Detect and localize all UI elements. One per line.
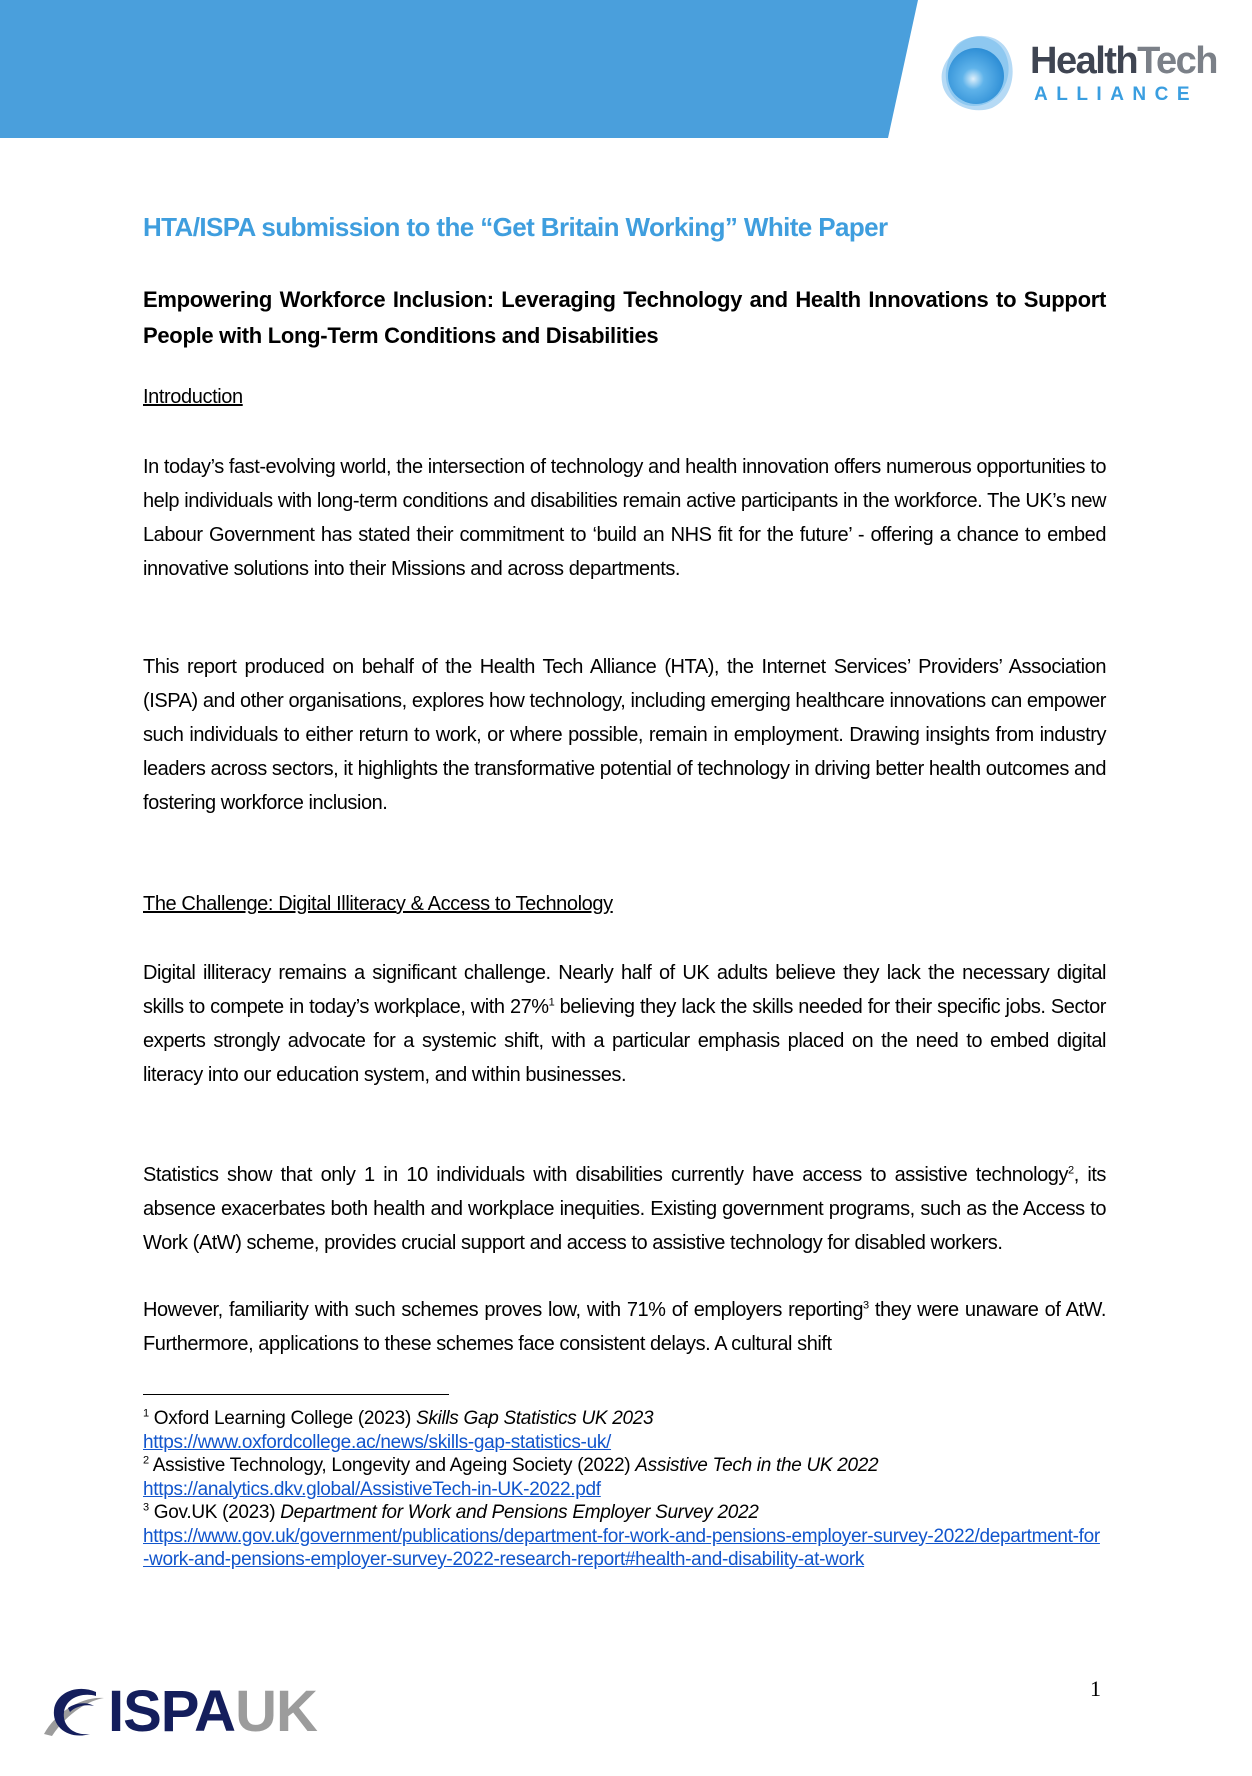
footnote-ref-1[interactable]: 1 bbox=[548, 996, 555, 1009]
ispa-uk-logo bbox=[38, 1679, 398, 1744]
uk-word: UK bbox=[235, 1679, 317, 1744]
paragraph-text: Digital illiteracy remains a significant challenge. Nearly half of UK adults believe they lack the necessary digital skills to compete in today’s workplace, with 27% bbox=[143, 962, 1106, 1018]
paragraph-text: they were unaware of AtW. Furthermore, applications to these schemes face consistent delays. A cultural shift bbox=[143, 1299, 1106, 1355]
document-subtitle: Empowering Workforce Inclusion: Leveraging Technology and Health Innovations to Support People with Long-Term Conditions and Disabilities bbox=[143, 287, 1106, 348]
footnote-2 bbox=[143, 1454, 1103, 1478]
hta-orb-icon bbox=[938, 28, 1018, 112]
footnote-title: Skills Gap Statistics UK 2023 bbox=[415, 1408, 654, 1429]
footnote-ref-3[interactable]: 3 bbox=[863, 1299, 869, 1312]
paragraph-text: , its absence exacerbates both health and workplace inequities. Existing government programs, such as the Access to Work (AtW) scheme, provides crucial support and access to assistive technology for disabled workers. bbox=[143, 1164, 1106, 1254]
footnote-title: Department for Work and Pensions Employer Survey 2022 bbox=[280, 1502, 759, 1523]
footnote-separator bbox=[143, 1394, 449, 1395]
footnote-number: 1 bbox=[143, 1407, 149, 1420]
hta-word-tech: Tech bbox=[1137, 40, 1218, 82]
paragraph-text: However, familiarity with such schemes proves low, with 71% of employers reporting bbox=[143, 1299, 864, 1321]
paragraph-text: believing they lack the skills needed for their specific jobs. Sector experts strongly advocate for a systemic shift, with a particular emphasis placed on the need to embed digital literacy into our education system, and within businesses. bbox=[143, 996, 1107, 1086]
footnote-3-link[interactable]: https://www.gov.uk/government/publications/department-for-work-and-pensions-employer-survey-2022/department-for-work-and-pensions-employer-survey-2022-research-report#health-and-disability-at-work bbox=[143, 1525, 1100, 1570]
hta-word-alliance: ALLIANCE bbox=[1034, 84, 1199, 105]
footnote-number: 2 bbox=[143, 1454, 149, 1467]
hta-word-health: Health bbox=[1030, 40, 1138, 82]
footnote-3 bbox=[143, 1501, 1103, 1525]
paragraph-intro-2: This report produced on behalf of the Health Tech Alliance (HTA), the Internet Services’ Providers’ Association (ISPA) and other organisations, explores how technology, including emerging healthcare innovations can empower such individuals to either return to work, or where possible, remain in employment. Drawing insights from industry leaders across sectors, it highlights the transformative potential of technology in driving better health outcomes and fostering workforce inclusion. bbox=[143, 656, 1107, 814]
footnote-title: Assistive Tech in the UK 2022 bbox=[635, 1455, 879, 1476]
section-heading-challenge: The Challenge: Digital Illiteracy & Access to Technology bbox=[143, 893, 613, 915]
footnote-source: Oxford Learning College (2023) bbox=[148, 1408, 416, 1429]
footnote-number: 3 bbox=[143, 1501, 149, 1514]
paragraph-challenge-3 bbox=[143, 1293, 1106, 1361]
page-number: 1 bbox=[1090, 1676, 1101, 1701]
footnote-1 bbox=[143, 1407, 1103, 1431]
footnotes bbox=[143, 1407, 1103, 1572]
footnote-1-link[interactable]: https://www.oxfordcollege.ac/news/skills-gap-statistics-uk/ bbox=[143, 1431, 612, 1453]
ispa-wordmark bbox=[108, 1679, 317, 1744]
paragraph-text: Statistics show that only 1 in 10 individuals with disabilities currently have access to assistive technology bbox=[143, 1164, 1069, 1186]
footnote-ref-2[interactable]: 2 bbox=[1068, 1164, 1074, 1177]
health-tech-alliance-logo bbox=[938, 28, 1238, 118]
footnote-source: Assistive Technology, Longevity and Ageing Society (2022) bbox=[148, 1455, 636, 1476]
document-title: HTA/ISPA submission to the “Get Britain Working” White Paper bbox=[143, 212, 888, 242]
footnote-2-link[interactable]: https://analytics.dkv.global/AssistiveTech-in-UK-2022.pdf bbox=[143, 1478, 601, 1500]
paragraph-intro-1: In today’s fast-evolving world, the intersection of technology and health innovation offers numerous opportunities to help individuals with long-term conditions and disabilities remain active participants in the workforce. The UK’s new Labour Government has stated their commitment to ‘build an NHS fit for the future’ - offering a chance to embed innovative solutions into their Missions and across departments. bbox=[143, 456, 1106, 580]
ispa-word: ISPA bbox=[108, 1679, 236, 1744]
section-heading-introduction: Introduction bbox=[143, 386, 243, 408]
footnote-source: Gov.UK (2023) bbox=[148, 1502, 281, 1523]
ispa-swoosh-icon bbox=[38, 1682, 110, 1742]
hta-wordmark bbox=[1030, 42, 1217, 80]
paragraph-challenge-1 bbox=[143, 956, 1106, 1092]
paragraph-challenge-2 bbox=[143, 1158, 1106, 1260]
